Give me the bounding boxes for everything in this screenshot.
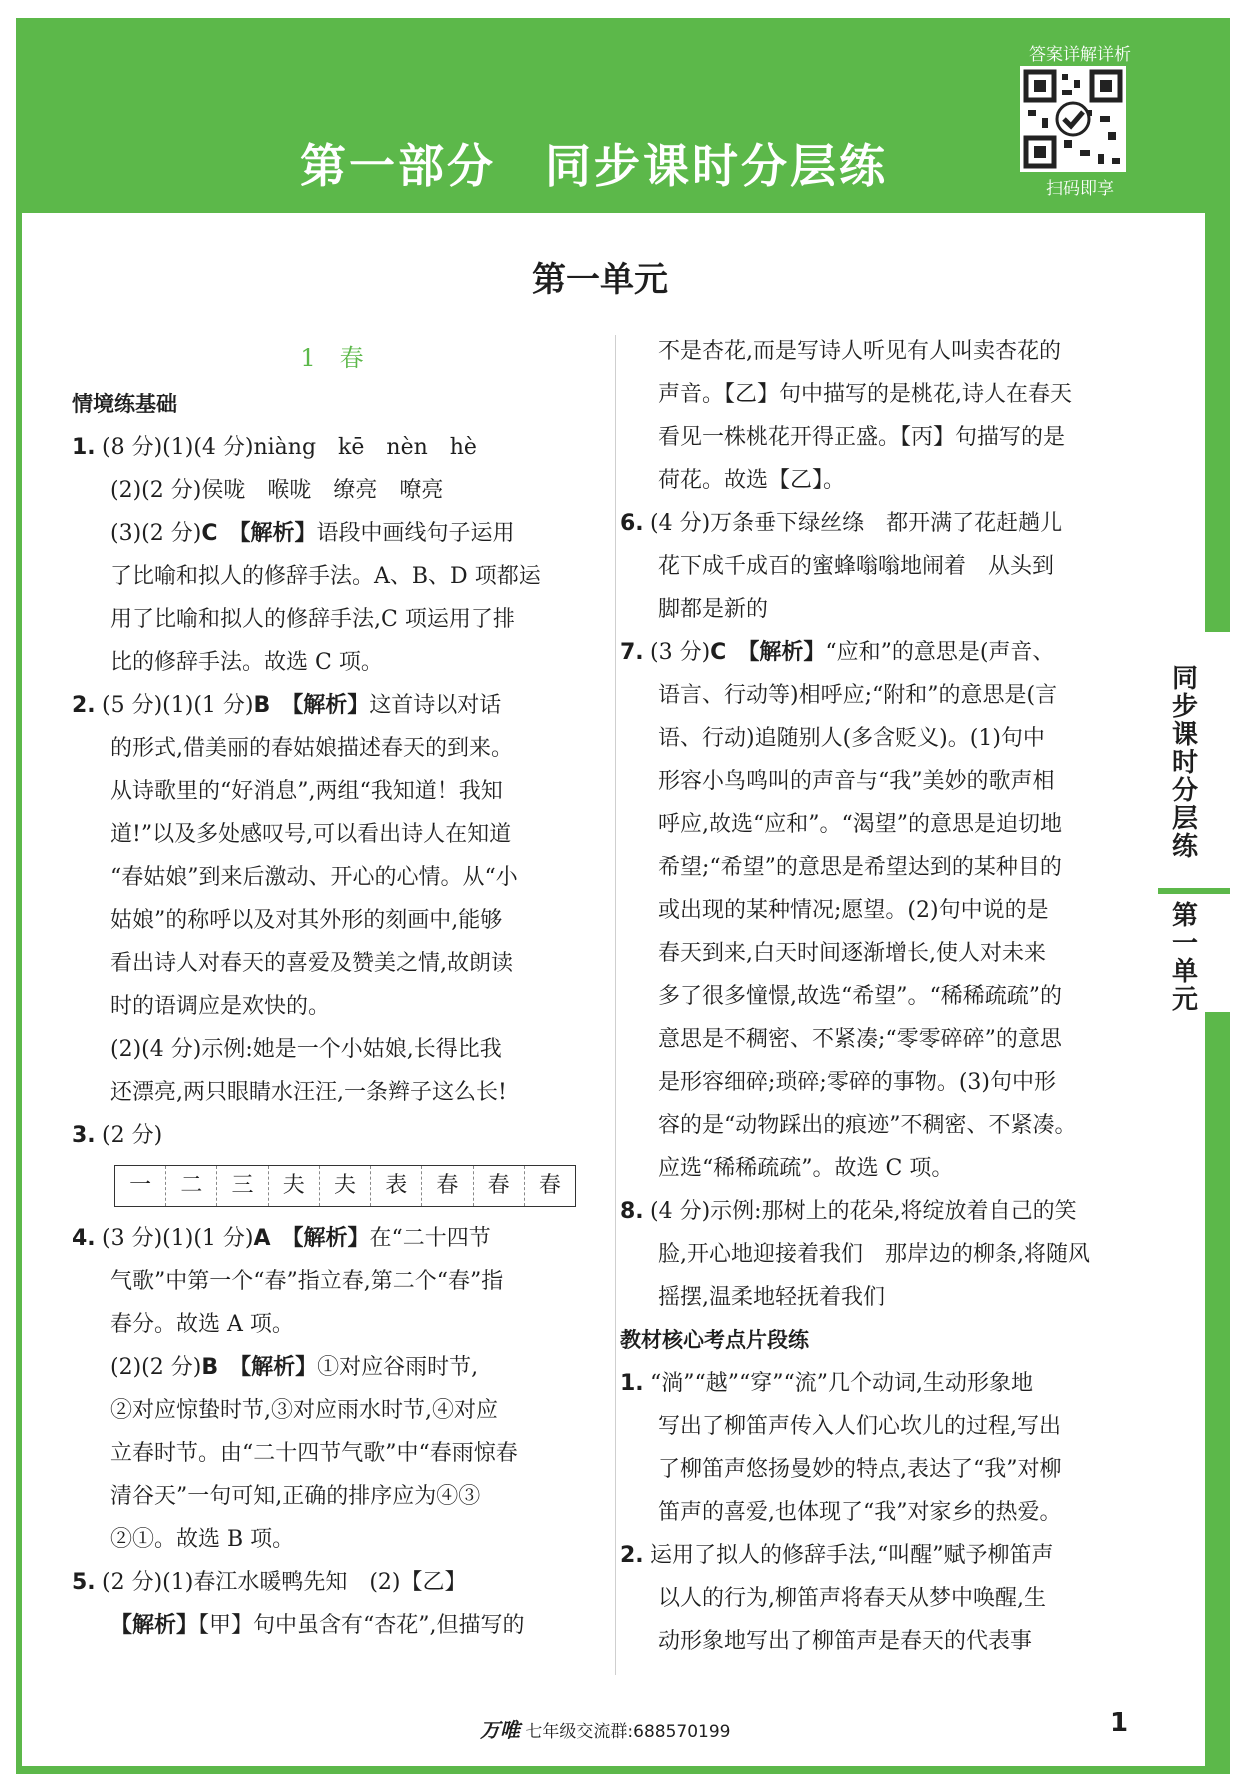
- answer-text: 摇摆,温柔地轻抚着我们: [658, 1285, 885, 1310]
- question-1: [72, 426, 592, 684]
- answer-text: 是形容细碎;琐碎;零碎的事物。(3)句中形: [658, 1070, 1056, 1095]
- answer-text: 语言、行动等)相呼应;“附和”的意思是(言: [658, 683, 1058, 708]
- answer-text: 呼应,故选“应和”。“渴望”的意思是迫切地: [658, 812, 1062, 837]
- answer-text: 【甲】句中虽含有“杏花”,但描写的: [198, 1613, 525, 1638]
- stroke-cell: 二: [166, 1166, 217, 1206]
- question-number: 3.: [72, 1123, 96, 1148]
- answer-text: 时的语调应是欢快的。: [110, 994, 331, 1019]
- answer-choice: C: [710, 640, 727, 665]
- question-2: [72, 684, 592, 1114]
- analysis-label: 【解析】: [748, 640, 826, 665]
- question-6: [620, 502, 1140, 631]
- answer-text: (2 分)(1)春江水暖鸭先知 (2)【乙】: [102, 1570, 467, 1595]
- sidebar-separator: [1158, 888, 1230, 894]
- answer-text: (4 分)万条垂下绿丝绦 都开满了花赶趟儿: [650, 511, 1063, 536]
- page-number: 1: [1110, 1708, 1129, 1738]
- answer-text: (5 分)(1)(1 分): [102, 693, 254, 718]
- qr-caption-bottom: 扫码即享: [1046, 179, 1114, 199]
- sidebar-tab-series: 同步课时分层练: [1171, 664, 1198, 862]
- answer-text: 的形式,借美丽的春姑娘描述春天的到来。: [110, 736, 513, 761]
- stroke-cell: 春: [474, 1166, 525, 1206]
- sidebar-tab-unit: 第一单元: [1171, 901, 1198, 1015]
- answer-text: 写出了柳笛声传入人们心坎儿的过程,写出: [658, 1414, 1061, 1439]
- answer-text: 花下成千成百的蜜蜂嗡嗡地闹着 从头到: [658, 554, 1055, 579]
- answer-text: (2)(4 分)示例:她是一个小姑娘,长得比我: [110, 1037, 502, 1062]
- question-number: 7.: [620, 640, 644, 665]
- question-number: 4.: [72, 1226, 96, 1251]
- analysis-label: 【解析】: [110, 1613, 199, 1638]
- answer-text: 不是杏花,而是写诗人听见有人叫卖杏花的: [658, 339, 1061, 364]
- answer-choice: B: [253, 693, 271, 718]
- answer-text: 意思是不稠密、不紧凑;“零零碎碎”的意思: [658, 1027, 1062, 1052]
- stroke-cell: 夫: [320, 1166, 371, 1206]
- analysis-label: 【解析】: [239, 521, 317, 546]
- section-heading: 教材核心考点片段练: [620, 1328, 809, 1352]
- stroke-cell: 春: [422, 1166, 473, 1206]
- right-column: [620, 330, 1140, 1663]
- answer-text: 脸,开心地迎接着我们 那岸边的柳条,将随风: [658, 1242, 1090, 1267]
- answer-text: 应选“稀稀疏疏”。故选 C 项。: [658, 1156, 954, 1181]
- answer-text: ①对应谷雨时节,: [317, 1355, 479, 1380]
- stroke-cell: 表: [371, 1166, 422, 1206]
- answer-text: ②①。故选 B 项。: [110, 1527, 295, 1552]
- answer-text: 立春时节。由“二十四节气歌”中“春雨惊春: [110, 1441, 518, 1466]
- answer-text: 还漂亮,两只眼睛水汪汪,一条辫子这么长!: [110, 1080, 507, 1105]
- stroke-order-grid: [114, 1165, 576, 1207]
- question-number: 8.: [620, 1199, 644, 1224]
- answer-text: 语、行动)追随别人(多含贬义)。(1)句中: [658, 726, 1045, 751]
- answer-choice: A: [253, 1226, 271, 1251]
- answer-text: (4 分)示例:那树上的花朵,将绽放着自己的笑: [650, 1199, 1077, 1224]
- question-number: 5.: [72, 1570, 96, 1595]
- answer-text: (2)(2 分)侯咙 喉咙 缭亮 嘹亮: [110, 478, 444, 503]
- answer-text: 春天到来,白天时间逐渐增长,使人对未来: [658, 941, 1046, 966]
- question-number: 6.: [620, 511, 644, 536]
- answer-text: 容的是“动物踩出的痕迹”不稠密、不紧凑。: [658, 1113, 1077, 1138]
- section-heading: 情境练基础: [72, 392, 177, 416]
- answer-text: 笛声的喜爱,也体现了“我”对家乡的热爱。: [658, 1500, 1062, 1525]
- answer-text: 运用了拟人的修辞手法,“叫醒”赋予柳笛声: [650, 1543, 1054, 1568]
- answer-text: 或出现的某种情况;愿望。(2)句中说的是: [658, 898, 1049, 923]
- answer-text: ②对应惊蛰时节,③对应雨水时节,④对应: [110, 1398, 498, 1423]
- answer-text: “淌”“越”“穿”“流”几个动词,生动形象地: [650, 1371, 1033, 1396]
- answer-text: 用了比喻和拟人的修辞手法,C 项运用了排: [110, 607, 515, 632]
- passage-question-1: [620, 1362, 1140, 1534]
- qr-block[interactable]: [1000, 40, 1160, 200]
- answer-text: (8 分)(1)(4 分)niàng kē nèn hè: [102, 435, 477, 460]
- passage-question-2: [620, 1534, 1140, 1663]
- frame-left: [16, 18, 22, 1773]
- header-title: 第一部分 同步课时分层练: [300, 139, 888, 193]
- stroke-cell: 三: [217, 1166, 268, 1206]
- left-column: [72, 337, 592, 1647]
- answer-text: 脚都是新的: [658, 597, 769, 622]
- answer-text: 了比喻和拟人的修辞手法。A、B、D 项都运: [110, 564, 541, 589]
- qr-caption-top: 答案详解详析: [1029, 45, 1131, 65]
- stroke-cell: 一: [115, 1166, 166, 1206]
- unit-title: 第一单元: [532, 260, 668, 300]
- answer-text: (2)(2 分): [110, 1355, 202, 1380]
- answer-text: 多了很多憧憬,故选“希望”。“稀稀疏疏”的: [658, 984, 1062, 1009]
- qr-code-icon[interactable]: [1020, 66, 1126, 172]
- answer-choice: C: [201, 521, 218, 546]
- question-3: [72, 1114, 592, 1207]
- answer-text: “应和”的意思是(声音、: [825, 640, 1055, 665]
- answer-text: 看见一株桃花开得正盛。【丙】句描写的是: [658, 425, 1066, 450]
- answer-text: 姑娘”的称呼以及对其外形的刻画中,能够: [110, 908, 503, 933]
- answer-text: 语段中画线句子运用: [316, 521, 515, 546]
- analysis-label: 【解析】: [240, 1355, 318, 1380]
- question-number: 2.: [72, 693, 96, 718]
- answer-text: (3)(2 分): [110, 521, 202, 546]
- answer-text: 从诗歌里的“好消息”,两组“我知道！我知: [110, 779, 503, 804]
- answer-text: 道!”以及多处感叹号,可以看出诗人在知道: [110, 822, 512, 847]
- analysis-label: 【解析】: [292, 693, 370, 718]
- answer-text: 动形象地写出了柳笛声是春天的代表事: [658, 1629, 1033, 1654]
- footer-text: 七年级交流群:688570199: [525, 1722, 731, 1742]
- footer: [480, 1714, 880, 1743]
- answer-choice: B: [201, 1355, 219, 1380]
- answer-text: 了柳笛声悠扬曼妙的特点,表达了“我”对柳: [658, 1457, 1062, 1482]
- question-5: [72, 1561, 592, 1647]
- question-4: [72, 1217, 592, 1561]
- answer-text: 形容小鸟鸣叫的声音与“我”美妙的歌声相: [658, 769, 1055, 794]
- answer-text: 荷花。故选【乙】。: [658, 468, 846, 493]
- footer-brand-logo: 万唯: [480, 1718, 520, 1742]
- question-number: 1.: [620, 1371, 644, 1396]
- lesson-title: 1 春: [300, 344, 364, 372]
- answer-text: 春分。故选 A 项。: [110, 1312, 294, 1337]
- answer-text: (3 分)(1)(1 分): [102, 1226, 254, 1251]
- answer-text: 以人的行为,柳笛声将春天从梦中唤醒,生: [658, 1586, 1046, 1611]
- answer-text: (3 分): [650, 640, 711, 665]
- answer-text: 希望;“希望”的意思是希望达到的某种目的: [658, 855, 1062, 880]
- column-divider: [615, 335, 616, 1675]
- stroke-cell: 春: [538, 1173, 561, 1198]
- question-8: [620, 1190, 1140, 1319]
- question-number: 2.: [620, 1543, 644, 1568]
- answer-text: 清谷天”一句可知,正确的排序应为④③: [110, 1484, 481, 1509]
- answer-text: 声音。【乙】句中描写的是桃花,诗人在春天: [658, 382, 1072, 407]
- answer-text: “春姑娘”到来后激动、开心的心情。从“小: [110, 865, 518, 890]
- analysis-label: 【解析】: [292, 1226, 370, 1251]
- answer-text: 在“二十四节: [369, 1226, 491, 1251]
- answer-text: 看出诗人对春天的喜爱及赞美之情,故朗读: [110, 951, 513, 976]
- frame-bottom: [16, 1766, 1230, 1774]
- stroke-cell: 夫: [269, 1166, 320, 1206]
- question-number: 1.: [72, 435, 96, 460]
- answer-text: 比的修辞手法。故选 C 项。: [110, 650, 383, 675]
- answer-text: (2 分): [102, 1123, 163, 1148]
- answer-text: 气歌”中第一个“春”指立春,第二个“春”指: [110, 1269, 504, 1294]
- answer-text: 这首诗以对话: [369, 693, 502, 718]
- question-7: [620, 631, 1140, 1190]
